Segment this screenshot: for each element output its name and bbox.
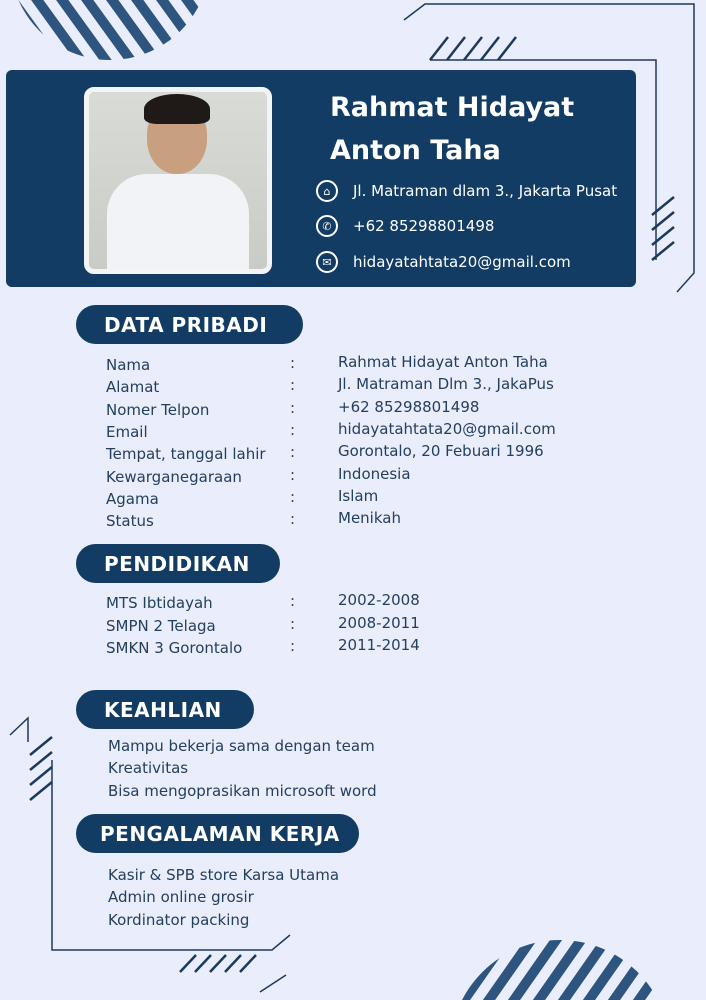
phone-text: +62 85298801498 [353,217,495,235]
data_pribadi-value: Rahmat Hidayat Anton Taha [338,353,548,371]
data_pribadi-value: Jl. Matraman Dlm 3., JakaPus [338,375,554,394]
contact-email [316,251,571,273]
data_pribadi-label: Tempat, tanggal lahir [106,445,266,464]
phone-icon: ✆ [316,215,338,237]
data_pribadi-value: hidayatahtata20@gmail.com [338,419,556,438]
separator: : [290,510,296,529]
pendidikan-label: SMPN 2 Telaga [106,616,216,635]
data_pribadi-label: Nomer Telpon [106,400,210,419]
pendidikan-value: 2008-2011 [338,613,420,632]
data_pribadi-label: Status [106,512,154,531]
data_pribadi-label: Alamat [106,378,160,397]
home-icon: ⌂ [316,180,338,202]
contact-phone [316,215,494,237]
separator: : [290,465,296,484]
separator: : [290,354,296,372]
name-line-2: Anton Taha [330,135,501,166]
separator: : [290,398,296,417]
separator: : [290,592,296,610]
data_pribadi-label: Email [106,422,148,441]
separator: : [290,614,296,633]
pengalaman-item: Kordinator packing [108,910,250,929]
name-line-1: Rahmat Hidayat [330,92,575,123]
data_pribadi-label: Agama [106,489,159,508]
data_pribadi-label: Nama [106,356,151,374]
data_pribadi-label: Kewarganegaraan [106,467,242,486]
section-title-data-pribadi: DATA PRIBADI [76,305,303,344]
section-title-keahlian: KEAHLIAN [76,690,254,729]
email-text: hidayatahtata20@gmail.com [353,253,571,271]
pendidikan-value: 2002-2008 [338,591,420,609]
data_pribadi-value: +62 85298801498 [338,397,480,416]
pendidikan-label: SMKN 3 Gorontalo [106,639,243,657]
keahlian-item: Bisa mengoprasikan microsoft word [108,781,377,800]
data_pribadi-value: Menikah [338,509,401,528]
separator: : [290,637,296,655]
pendidikan-label: MTS Ibtidayah [106,594,213,612]
section-title-pengalaman: PENGALAMAN KERJA [76,814,359,853]
pengalaman-item: Admin online grosir [108,888,254,907]
separator: : [290,420,296,439]
pendidikan-value: 2011-2014 [338,636,420,654]
separator: : [290,487,296,506]
profile-photo [84,87,272,274]
data_pribadi-value: Indonesia [338,464,411,483]
mail-icon: ✉ [316,251,338,273]
separator: : [290,376,296,395]
separator: : [290,443,296,462]
address-text: Jl. Matraman dlam 3., Jakarta Pusat [353,182,618,200]
keahlian-item: Mampu bekerja sama dengan team [108,737,375,755]
pengalaman-item: Kasir & SPB store Karsa Utama [108,866,340,884]
contact-address [316,180,617,202]
data_pribadi-value: Gorontalo, 20 Febuari 1996 [338,442,544,461]
full-name [330,86,574,172]
keahlian-item: Kreativitas [108,759,189,778]
section-title-pendidikan: PENDIDIKAN [76,544,280,583]
data_pribadi-value: Islam [338,486,379,505]
